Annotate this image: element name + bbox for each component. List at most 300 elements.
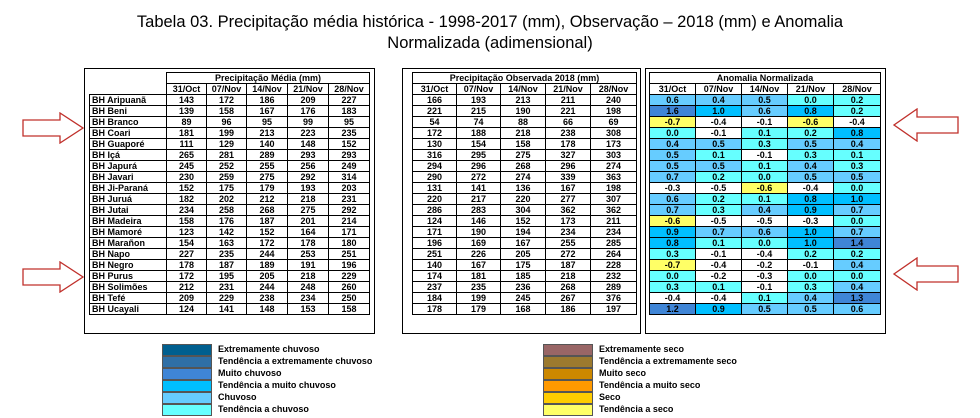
observed-cell: 240 bbox=[591, 95, 637, 106]
legend-item bbox=[543, 404, 793, 415]
media-cell: 214 bbox=[329, 216, 370, 227]
anomaly-cell: 1.3 bbox=[834, 293, 881, 304]
media-cell: 111 bbox=[167, 139, 207, 150]
anomaly-cell: 0.5 bbox=[788, 304, 834, 315]
basin-name: BH Branco bbox=[90, 117, 167, 128]
table-row bbox=[650, 249, 881, 260]
legend-label: Chuvoso bbox=[218, 392, 257, 402]
table-row bbox=[413, 238, 637, 249]
observed-cell: 272 bbox=[457, 172, 501, 183]
date-header: 21/Nov bbox=[288, 84, 329, 95]
observed-cell: 190 bbox=[457, 227, 501, 238]
table-row bbox=[650, 227, 881, 238]
anomaly-cell: 0.4 bbox=[742, 205, 788, 216]
observed-cell: 181 bbox=[457, 271, 501, 282]
observed-cell: 173 bbox=[546, 216, 591, 227]
date-header: 31/Oct bbox=[650, 84, 696, 95]
media-cell: 268 bbox=[247, 205, 288, 216]
media-cell: 213 bbox=[247, 128, 288, 139]
table-row bbox=[90, 183, 370, 194]
basin-name: BH Japurá bbox=[90, 161, 167, 172]
anomaly-cell: 1.6 bbox=[650, 106, 696, 117]
observed-cell: 178 bbox=[413, 304, 457, 315]
table-row bbox=[650, 282, 881, 293]
table-row bbox=[650, 106, 881, 117]
media-cell: 172 bbox=[207, 95, 247, 106]
observed-cell: 167 bbox=[457, 260, 501, 271]
media-cell: 181 bbox=[167, 128, 207, 139]
media-cell: 143 bbox=[167, 95, 207, 106]
media-group-header: Precipitação Média (mm) bbox=[167, 73, 370, 84]
observed-cell: 187 bbox=[546, 260, 591, 271]
anomaly-cell: 0.7 bbox=[650, 205, 696, 216]
observed-cell: 339 bbox=[546, 172, 591, 183]
media-cell: 152 bbox=[247, 227, 288, 238]
media-cell: 265 bbox=[167, 150, 207, 161]
anomaly-cell: 0.0 bbox=[650, 271, 696, 282]
anomaly-cell: 0.1 bbox=[696, 238, 742, 249]
anomaly-cell: 0.4 bbox=[650, 139, 696, 150]
date-header: 28/Nov bbox=[834, 84, 881, 95]
observed-cell: 205 bbox=[501, 249, 546, 260]
media-cell: 129 bbox=[207, 139, 247, 150]
legend-item bbox=[162, 356, 412, 367]
media-cell: 238 bbox=[247, 293, 288, 304]
table-row bbox=[90, 172, 370, 183]
observed-cell: 220 bbox=[501, 194, 546, 205]
observed-cell: 184 bbox=[413, 293, 457, 304]
basin-name: BH Tefé bbox=[90, 293, 167, 304]
observed-cell: 211 bbox=[591, 216, 637, 227]
anomaly-cell: 0.8 bbox=[650, 238, 696, 249]
media-cell: 223 bbox=[288, 128, 329, 139]
anomaly-cell: -0.4 bbox=[788, 183, 834, 194]
anomaly-cell: -0.1 bbox=[788, 260, 834, 271]
observed-cell: 221 bbox=[413, 106, 457, 117]
table-row bbox=[650, 172, 881, 183]
anomaly-cell: -0.3 bbox=[788, 216, 834, 227]
observed-cell: 171 bbox=[413, 227, 457, 238]
table-title bbox=[0, 12, 980, 54]
legend-swatch bbox=[162, 344, 212, 356]
media-cell: 175 bbox=[207, 183, 247, 194]
media-cell: 189 bbox=[247, 260, 288, 271]
observed-cell: 228 bbox=[591, 260, 637, 271]
table-row bbox=[413, 183, 637, 194]
legend-swatch bbox=[543, 344, 593, 356]
observed-cell: 286 bbox=[413, 205, 457, 216]
media-cell: 164 bbox=[288, 227, 329, 238]
media-cell: 234 bbox=[288, 293, 329, 304]
media-cell: 158 bbox=[207, 106, 247, 117]
observed-cell: 290 bbox=[413, 172, 457, 183]
observed-cell: 173 bbox=[591, 139, 637, 150]
anomaly-cell: 0.3 bbox=[650, 282, 696, 293]
table-row bbox=[90, 216, 370, 227]
media-cell: 227 bbox=[329, 95, 370, 106]
basin-name: BH Ucayali bbox=[90, 304, 167, 315]
anomaly-cell: 0.6 bbox=[650, 95, 696, 106]
media-cell: 96 bbox=[207, 117, 247, 128]
anomaly-cell: -0.4 bbox=[696, 260, 742, 271]
legend-dry bbox=[543, 344, 793, 416]
observed-group-header: Precipitação Observada 2018 (mm) bbox=[413, 73, 637, 84]
basin-name: BH Purus bbox=[90, 271, 167, 282]
media-cell: 229 bbox=[207, 293, 247, 304]
basin-name: BH Beni bbox=[90, 106, 167, 117]
observed-cell: 167 bbox=[546, 183, 591, 194]
table-row bbox=[90, 194, 370, 205]
media-cell: 244 bbox=[247, 249, 288, 260]
legend-item bbox=[543, 392, 793, 403]
anomaly-cell: -0.4 bbox=[742, 249, 788, 260]
media-cell: 281 bbox=[207, 150, 247, 161]
media-cell: 292 bbox=[288, 172, 329, 183]
basin-name: BH Javari bbox=[90, 172, 167, 183]
legend-swatch bbox=[543, 392, 593, 404]
table-row bbox=[90, 227, 370, 238]
table-row bbox=[90, 161, 370, 172]
table-row bbox=[650, 260, 881, 271]
table-row bbox=[650, 117, 881, 128]
media-cell: 180 bbox=[329, 238, 370, 249]
observed-cell: 166 bbox=[413, 95, 457, 106]
anomaly-cell: 0.6 bbox=[834, 304, 881, 315]
observed-cell: 275 bbox=[501, 150, 546, 161]
observed-cell: 220 bbox=[413, 194, 457, 205]
anomaly-cell: 0.9 bbox=[696, 304, 742, 315]
media-cell: 182 bbox=[167, 194, 207, 205]
table-row bbox=[90, 238, 370, 249]
observed-cell: 188 bbox=[457, 128, 501, 139]
observed-cell: 272 bbox=[546, 249, 591, 260]
anomaly-cell: 0.3 bbox=[788, 150, 834, 161]
observed-cell: 218 bbox=[546, 271, 591, 282]
table-row bbox=[413, 95, 637, 106]
anomaly-cell: 1.0 bbox=[834, 194, 881, 205]
table-row bbox=[90, 282, 370, 293]
observed-cell: 190 bbox=[501, 106, 546, 117]
media-cell: 152 bbox=[329, 139, 370, 150]
observed-cell: 146 bbox=[457, 216, 501, 227]
observed-cell: 236 bbox=[501, 282, 546, 293]
anomaly-cell: 0.0 bbox=[742, 238, 788, 249]
legend-item bbox=[543, 380, 793, 391]
table-row bbox=[650, 161, 881, 172]
table-row bbox=[90, 260, 370, 271]
media-cell: 209 bbox=[167, 293, 207, 304]
arrow-left-negro-icon bbox=[893, 257, 959, 291]
media-cell: 250 bbox=[329, 293, 370, 304]
anomaly-cell: 0.1 bbox=[834, 150, 881, 161]
basin-name: BH Içá bbox=[90, 150, 167, 161]
media-cell: 289 bbox=[247, 150, 288, 161]
observed-cell: 169 bbox=[457, 238, 501, 249]
observed-cell: 283 bbox=[457, 205, 501, 216]
table-row bbox=[413, 293, 637, 304]
legend-label: Muito seco bbox=[599, 368, 647, 378]
basin-name: BH Jutai bbox=[90, 205, 167, 216]
observed-cell: 140 bbox=[413, 260, 457, 271]
anomaly-cell: 0.4 bbox=[788, 293, 834, 304]
media-cell: 205 bbox=[247, 271, 288, 282]
media-cell: 231 bbox=[207, 282, 247, 293]
media-cell: 218 bbox=[288, 271, 329, 282]
media-cell: 258 bbox=[207, 205, 247, 216]
table-row bbox=[90, 271, 370, 282]
media-cell: 252 bbox=[207, 161, 247, 172]
observed-cell: 255 bbox=[546, 238, 591, 249]
anomaly-cell: 0.5 bbox=[696, 161, 742, 172]
legend-item bbox=[162, 404, 412, 415]
media-cell: 231 bbox=[329, 194, 370, 205]
table-row bbox=[650, 304, 881, 315]
table-row bbox=[413, 117, 637, 128]
observed-cell: 193 bbox=[457, 95, 501, 106]
observed-cell: 234 bbox=[546, 227, 591, 238]
observed-cell: 226 bbox=[457, 249, 501, 260]
anomaly-cell: 0.1 bbox=[742, 194, 788, 205]
observed-cell: 172 bbox=[413, 128, 457, 139]
media-cell: 176 bbox=[288, 106, 329, 117]
date-header: 07/Nov bbox=[696, 84, 742, 95]
media-cell: 187 bbox=[247, 216, 288, 227]
basin-name: BH Mamoré bbox=[90, 227, 167, 238]
table-row bbox=[413, 128, 637, 139]
anomaly-cell: 0.3 bbox=[834, 161, 881, 172]
table-row bbox=[90, 293, 370, 304]
anomaly-cell: 0.6 bbox=[742, 227, 788, 238]
anomaly-cell: 0.4 bbox=[834, 260, 881, 271]
legend-label: Extremamente chuvoso bbox=[218, 344, 320, 354]
anomaly-table bbox=[649, 72, 881, 315]
anomaly-cell: 0.1 bbox=[696, 282, 742, 293]
media-cell: 253 bbox=[288, 249, 329, 260]
legend-item bbox=[543, 368, 793, 379]
media-cell: 154 bbox=[167, 238, 207, 249]
table-row bbox=[413, 172, 637, 183]
date-header: 14/Nov bbox=[501, 84, 546, 95]
date-header: 14/Nov bbox=[742, 84, 788, 95]
table-row bbox=[413, 271, 637, 282]
observed-cell: 168 bbox=[501, 304, 546, 315]
observed-cell: 296 bbox=[457, 161, 501, 172]
table-row bbox=[650, 194, 881, 205]
media-cell: 196 bbox=[329, 260, 370, 271]
anomaly-cell: -0.1 bbox=[742, 150, 788, 161]
observed-cell: 296 bbox=[546, 161, 591, 172]
observed-cell: 74 bbox=[457, 117, 501, 128]
anomaly-cell: -0.6 bbox=[742, 183, 788, 194]
table-row bbox=[413, 227, 637, 238]
observed-cell: 251 bbox=[413, 249, 457, 260]
observed-cell: 197 bbox=[591, 304, 637, 315]
media-cell: 148 bbox=[247, 304, 288, 315]
media-cell: 314 bbox=[329, 172, 370, 183]
media-cell: 218 bbox=[288, 194, 329, 205]
anomaly-group-header: Anomalia Normalizada bbox=[650, 73, 881, 84]
anomaly-cell: 0.9 bbox=[788, 205, 834, 216]
anomaly-cell: 0.2 bbox=[788, 128, 834, 139]
table-row bbox=[413, 150, 637, 161]
table-row bbox=[413, 161, 637, 172]
observed-cell: 136 bbox=[501, 183, 546, 194]
legend-label: Tendência a muito chuvoso bbox=[218, 380, 336, 390]
observed-cell: 198 bbox=[591, 106, 637, 117]
media-cell: 245 bbox=[167, 161, 207, 172]
observed-cell: 267 bbox=[546, 293, 591, 304]
anomaly-cell: -0.2 bbox=[742, 260, 788, 271]
date-header: 21/Nov bbox=[546, 84, 591, 95]
observed-cell: 289 bbox=[591, 282, 637, 293]
anomaly-cell: -0.3 bbox=[742, 271, 788, 282]
anomaly-cell: -0.4 bbox=[696, 293, 742, 304]
media-cell: 249 bbox=[329, 161, 370, 172]
table-row bbox=[413, 194, 637, 205]
media-cell: 203 bbox=[329, 183, 370, 194]
title-line-2: Normalizada (adimensional) bbox=[387, 34, 593, 52]
media-cell: 172 bbox=[247, 238, 288, 249]
anomaly-cell: -0.4 bbox=[650, 293, 696, 304]
anomaly-cell: 0.0 bbox=[650, 128, 696, 139]
media-cell: 235 bbox=[329, 128, 370, 139]
observed-cell: 308 bbox=[591, 128, 637, 139]
media-cell: 193 bbox=[288, 183, 329, 194]
observed-cell: 158 bbox=[501, 139, 546, 150]
legend-label: Extremamente seco bbox=[599, 344, 685, 354]
legend-item bbox=[162, 368, 412, 379]
media-cell: 141 bbox=[207, 304, 247, 315]
anomaly-cell: -0.5 bbox=[742, 216, 788, 227]
anomaly-cell: 0.7 bbox=[834, 205, 881, 216]
observed-cell: 303 bbox=[591, 150, 637, 161]
anomaly-cell: 1.0 bbox=[696, 106, 742, 117]
observed-cell: 327 bbox=[546, 150, 591, 161]
observed-cell: 307 bbox=[591, 194, 637, 205]
table-row bbox=[650, 128, 881, 139]
observed-cell: 196 bbox=[413, 238, 457, 249]
anomaly-cell: 0.2 bbox=[788, 249, 834, 260]
observed-cell: 69 bbox=[591, 117, 637, 128]
media-cell: 148 bbox=[288, 139, 329, 150]
observed-cell: 179 bbox=[457, 304, 501, 315]
anomaly-cell: 1.0 bbox=[788, 227, 834, 238]
basin-name: BH Ji-Paraná bbox=[90, 183, 167, 194]
media-cell: 244 bbox=[247, 282, 288, 293]
anomaly-cell: 0.4 bbox=[834, 139, 881, 150]
table-row bbox=[650, 139, 881, 150]
observed-cell: 185 bbox=[501, 271, 546, 282]
anomaly-cell: 0.0 bbox=[834, 183, 881, 194]
table-row bbox=[650, 150, 881, 161]
basin-name: BH Marañon bbox=[90, 238, 167, 249]
anomaly-cell: 0.2 bbox=[696, 194, 742, 205]
observed-cell: 152 bbox=[501, 216, 546, 227]
anomaly-cell: 0.3 bbox=[742, 139, 788, 150]
arrow-right-negro-icon bbox=[22, 261, 84, 293]
legend-label: Tendência a seco bbox=[599, 404, 674, 414]
observed-cell: 274 bbox=[591, 161, 637, 172]
media-cell: 172 bbox=[167, 271, 207, 282]
anomaly-cell: 0.5 bbox=[788, 139, 834, 150]
legend-swatch bbox=[543, 404, 593, 416]
observed-cell: 211 bbox=[546, 95, 591, 106]
anomaly-cell: 0.7 bbox=[650, 172, 696, 183]
media-cell: 171 bbox=[329, 227, 370, 238]
basin-name: BH Aripuanã bbox=[90, 95, 167, 106]
legend-item bbox=[543, 344, 793, 355]
anomaly-cell: -0.5 bbox=[696, 216, 742, 227]
anomaly-cell: 1.0 bbox=[788, 238, 834, 249]
legend-swatch bbox=[162, 392, 212, 404]
observed-cell: 295 bbox=[457, 150, 501, 161]
anomaly-cell: -0.7 bbox=[650, 260, 696, 271]
date-header: 14/Nov bbox=[247, 84, 288, 95]
table-row bbox=[650, 183, 881, 194]
media-cell: 178 bbox=[288, 238, 329, 249]
media-cell: 248 bbox=[288, 282, 329, 293]
legend-item bbox=[162, 380, 412, 391]
table-row bbox=[650, 238, 881, 249]
legend-item bbox=[162, 392, 412, 403]
media-cell: 95 bbox=[329, 117, 370, 128]
observed-cell: 130 bbox=[413, 139, 457, 150]
legend-label: Tendência a extremamente chuvoso bbox=[218, 356, 373, 366]
anomaly-cell: 1.2 bbox=[650, 304, 696, 315]
anomaly-cell: 0.2 bbox=[834, 95, 881, 106]
table-row bbox=[413, 139, 637, 150]
anomaly-cell: -0.4 bbox=[834, 117, 881, 128]
observed-cell: 194 bbox=[501, 227, 546, 238]
legend-swatch bbox=[162, 380, 212, 392]
date-header: 21/Nov bbox=[788, 84, 834, 95]
table-row bbox=[90, 304, 370, 315]
media-cell: 275 bbox=[247, 172, 288, 183]
table-row bbox=[413, 249, 637, 260]
media-cell: 178 bbox=[167, 260, 207, 271]
date-header: 07/Nov bbox=[207, 84, 247, 95]
anomaly-cell: -0.6 bbox=[650, 216, 696, 227]
anomaly-cell: 0.2 bbox=[834, 249, 881, 260]
media-cell: 256 bbox=[288, 161, 329, 172]
table-row bbox=[650, 95, 881, 106]
anomaly-cell: 0.6 bbox=[650, 194, 696, 205]
date-header: 28/Nov bbox=[591, 84, 637, 95]
observed-cell: 264 bbox=[591, 249, 637, 260]
observed-cell: 186 bbox=[546, 304, 591, 315]
legend-item bbox=[162, 344, 412, 355]
anomaly-cell: 0.1 bbox=[742, 293, 788, 304]
media-cell: 123 bbox=[167, 227, 207, 238]
observed-cell: 131 bbox=[413, 183, 457, 194]
observed-cell: 232 bbox=[591, 271, 637, 282]
anomaly-cell: 0.1 bbox=[696, 150, 742, 161]
anomaly-cell: 0.5 bbox=[834, 172, 881, 183]
anomaly-cell: -0.1 bbox=[742, 117, 788, 128]
observed-cell: 376 bbox=[591, 293, 637, 304]
table-row bbox=[90, 95, 370, 106]
anomaly-cell: -0.2 bbox=[696, 271, 742, 282]
anomaly-cell: -0.1 bbox=[696, 249, 742, 260]
anomaly-cell: 0.6 bbox=[742, 106, 788, 117]
observed-cell: 285 bbox=[591, 238, 637, 249]
anomaly-cell: -0.1 bbox=[742, 282, 788, 293]
observed-cell: 316 bbox=[413, 150, 457, 161]
media-cell: 275 bbox=[288, 205, 329, 216]
legend-label: Tendência a extremamente seco bbox=[599, 356, 737, 366]
media-cell: 235 bbox=[207, 249, 247, 260]
basin-name: BH Solimões bbox=[90, 282, 167, 293]
